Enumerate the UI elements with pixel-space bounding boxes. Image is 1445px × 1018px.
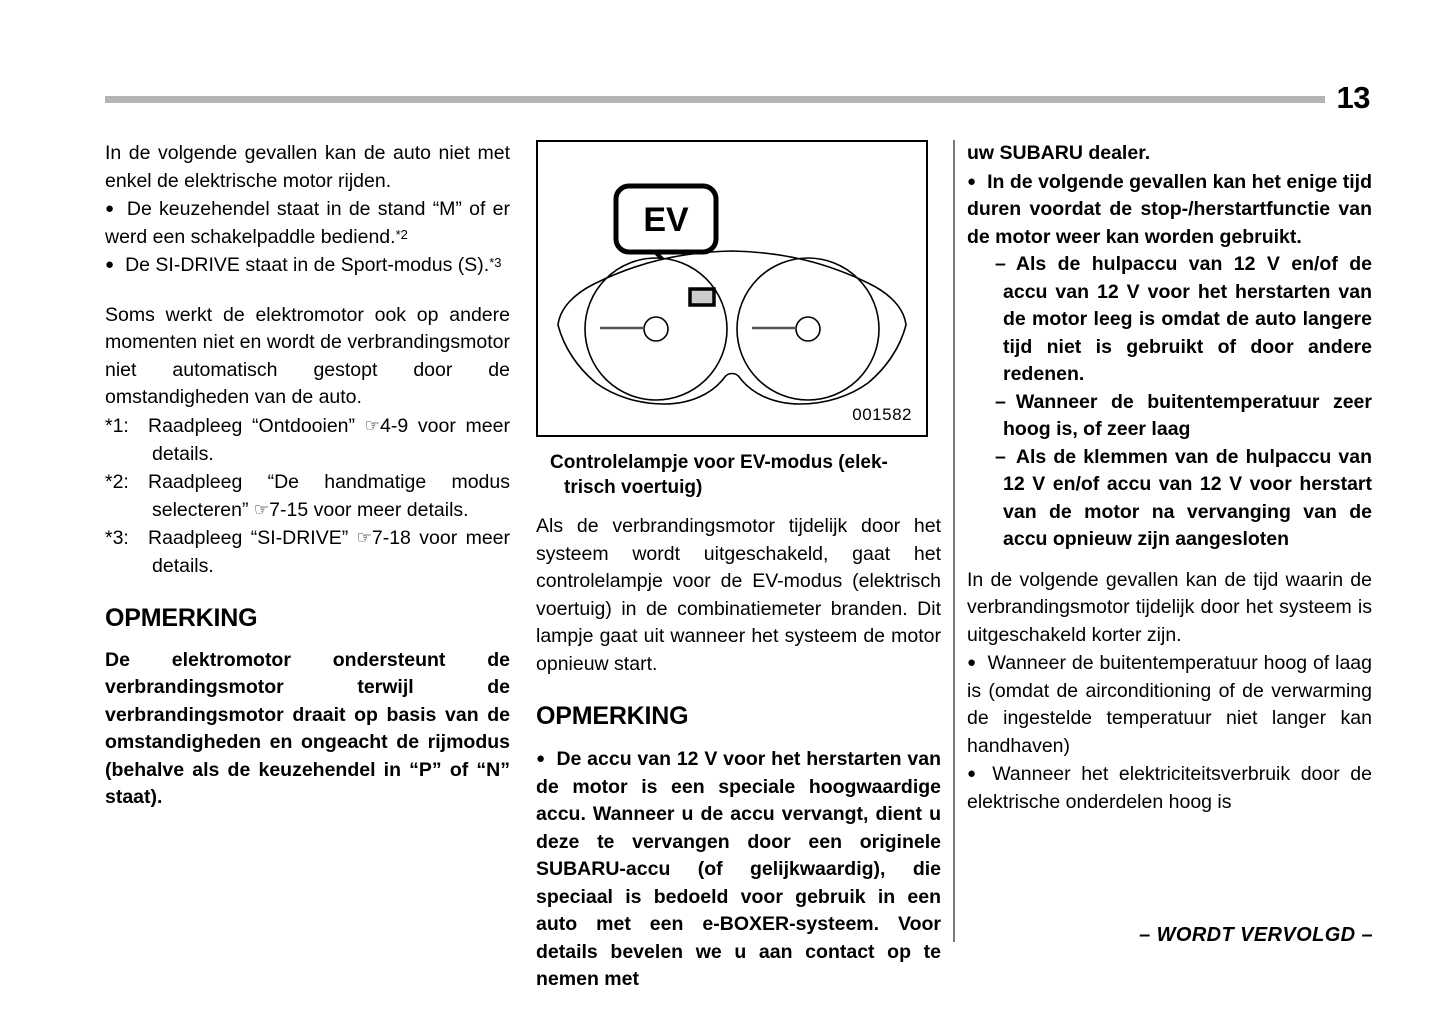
left-body-paragraph: Soms werkt de elektromotor ook op andere momenten niet en wordt de verbrandingsmotor niet automatisch gestopt door de omstandigheden van de auto. xyxy=(105,303,510,408)
footnote-mark: *1: xyxy=(105,414,129,437)
figure-caption xyxy=(536,450,941,500)
bullet-icon: ● xyxy=(105,200,116,217)
sub-list-item-label: Als de hulpaccu van 12 V en/of de accu van 12 V voor het herstarten van de motor leeg is omdat de auto langere tijd niet is gebruikt of door andere redenen. xyxy=(1003,253,1372,385)
left-column xyxy=(105,140,510,950)
footnote-text-before: Raadpleeg “Ontdooien” xyxy=(148,414,356,437)
footnote-mark: *2: xyxy=(105,470,129,493)
footnote-page-ref: 4-9 xyxy=(380,414,409,437)
middle-body-paragraph: Als de verbrandingsmotor tijdelijk door het systeem wordt uitgeschakeld, gaat het controlelampje voor de EV-modus (elektrisch voertuig) in de combinatiemeter branden. Dit lampje gaat uit wanneer het systeem de motor opnieuw start. xyxy=(536,515,941,675)
list-item xyxy=(536,745,941,994)
list-item xyxy=(967,649,1372,760)
note-heading-left: OPMERKING xyxy=(105,603,258,632)
sub-list-item xyxy=(967,444,1372,554)
figure-caption-line2: trisch voertuig) xyxy=(564,477,703,498)
ev-callout-label: EV xyxy=(643,201,689,239)
list-item-label: De keuzehendel staat in de stand “M” of er werd een schakelpaddle bediend. xyxy=(105,198,510,248)
page-number: 13 xyxy=(1336,80,1370,115)
dash-icon: – xyxy=(995,390,1006,413)
bullet-icon: ● xyxy=(536,750,546,767)
spacer xyxy=(105,280,510,302)
footnote-text-after: voor meer details. xyxy=(152,414,510,465)
pointing-hand-icon: ☞ xyxy=(356,527,372,548)
bullet-icon: ● xyxy=(967,172,977,190)
bullet-icon: ● xyxy=(105,256,115,273)
list-item-label: De accu van 12 V voor het herstarten van de motor is een speciale hoogwaardige accu. Wanneer u de accu vervangt, dient u deze te vervangen door een originele SUBARU-accu (of gelijkwaardig), die speciaal is bedoeld voor gebruik in een auto met een e-BOXER-systeem. Voor details bevelen we u aan contact op te nemen met xyxy=(536,748,941,990)
spacer xyxy=(536,678,941,700)
right-body-paragraph: In de volgende gevallen kan de tijd waarin de verbrandingsmotor tijdelijk door het systeem is uitgeschakeld korter zijn. xyxy=(967,568,1372,646)
page-header xyxy=(105,80,1370,120)
footnote-mark: *3: xyxy=(105,526,129,549)
spacer xyxy=(967,554,1372,567)
middle-column xyxy=(536,140,941,990)
bullet-icon: ● xyxy=(967,654,977,671)
figure-caption-line1: Controlelampje voor EV-modus (elek- xyxy=(550,452,888,473)
footnote-page-ref: 7-15 xyxy=(269,498,309,521)
list-item-label: Wanneer het elektriciteitsverbruik door de elektrische onderdelen hoog is xyxy=(967,763,1372,813)
dash-icon: – xyxy=(995,253,1006,275)
left-intro-paragraph: In de volgende gevallen kan de auto niet met enkel de elektrische motor rijden. xyxy=(105,142,510,192)
spacer xyxy=(536,437,941,450)
page-columns xyxy=(105,140,1373,990)
footer-continued-label: – WORDT VERVOLGD – xyxy=(1139,924,1373,946)
sub-list-item-label: Wanneer de buitentemperatuur zeer hoog is, of zeer laag xyxy=(1003,390,1372,440)
footnote-ref: *2 xyxy=(395,226,408,242)
footnote-text-after: voor meer details. xyxy=(313,498,469,521)
footnote-2 xyxy=(105,468,510,524)
sub-list-item xyxy=(967,389,1372,444)
list-item xyxy=(105,251,510,280)
list-item xyxy=(967,760,1372,816)
figure-instrument-cluster xyxy=(536,140,928,437)
right-column xyxy=(967,140,1372,950)
list-item-label: In de volgende gevallen kan het enige tijd duren voordat de stop-/herstartfunctie van de motor weer kan worden gebruikt. xyxy=(967,170,1372,248)
list-item-label: Wanneer de buitentemperatuur hoog of laag is (omdat de airconditioning of de verwarming de ingestelde temperatuur niet langer kan handhaven) xyxy=(967,652,1372,757)
header-rule xyxy=(105,96,1325,103)
footnote-text-before: Raadpleeg “De handmatige modus selecteren” xyxy=(148,470,510,521)
spacer xyxy=(536,732,941,745)
pointing-hand-icon: ☞ xyxy=(364,415,380,436)
footnote-3 xyxy=(105,524,510,580)
footnote-page-ref: 7-18 xyxy=(371,526,411,549)
spacer xyxy=(105,580,510,602)
right-continued-text: uw SUBARU dealer. xyxy=(967,142,1151,164)
sub-list-item-label: Als de klemmen van de hulpaccu van 12 V en/of accu van 12 V voor herstart van de motor na vervanging van de accu opnieuw zijn aangesloten xyxy=(1003,445,1372,550)
footnote-ref: *3 xyxy=(489,255,502,270)
column-divider-left xyxy=(953,140,955,942)
instrument-cluster-illustration xyxy=(538,142,926,435)
footnote-text-before: Raadpleeg “SI-DRIVE” xyxy=(148,526,349,549)
footnote-text-after: voor meer details. xyxy=(152,526,511,577)
bullet-icon: ● xyxy=(967,765,982,782)
note-body-left: De elektromotor ondersteunt de verbrandingsmotor terwijl de verbrandingsmotor draait op basis van de omstandigheden en ongeacht de rijmodus (behalve als de keuzehendel in “P” of “N” staat). xyxy=(105,648,510,808)
spacer xyxy=(105,634,510,647)
footnote-1 xyxy=(105,412,510,468)
list-item-label: De SI-DRIVE staat in de Sport-modus (S). xyxy=(125,254,490,276)
pointing-hand-icon: ☞ xyxy=(253,499,270,520)
sub-list-item xyxy=(967,251,1372,389)
ev-indicator-lamp xyxy=(690,289,714,305)
spacer xyxy=(536,500,941,513)
note-heading-middle: OPMERKING xyxy=(536,702,689,730)
list-item xyxy=(105,195,510,251)
list-item xyxy=(967,168,1372,252)
dash-icon: – xyxy=(995,445,1006,468)
figure-id: 001582 xyxy=(852,405,912,424)
